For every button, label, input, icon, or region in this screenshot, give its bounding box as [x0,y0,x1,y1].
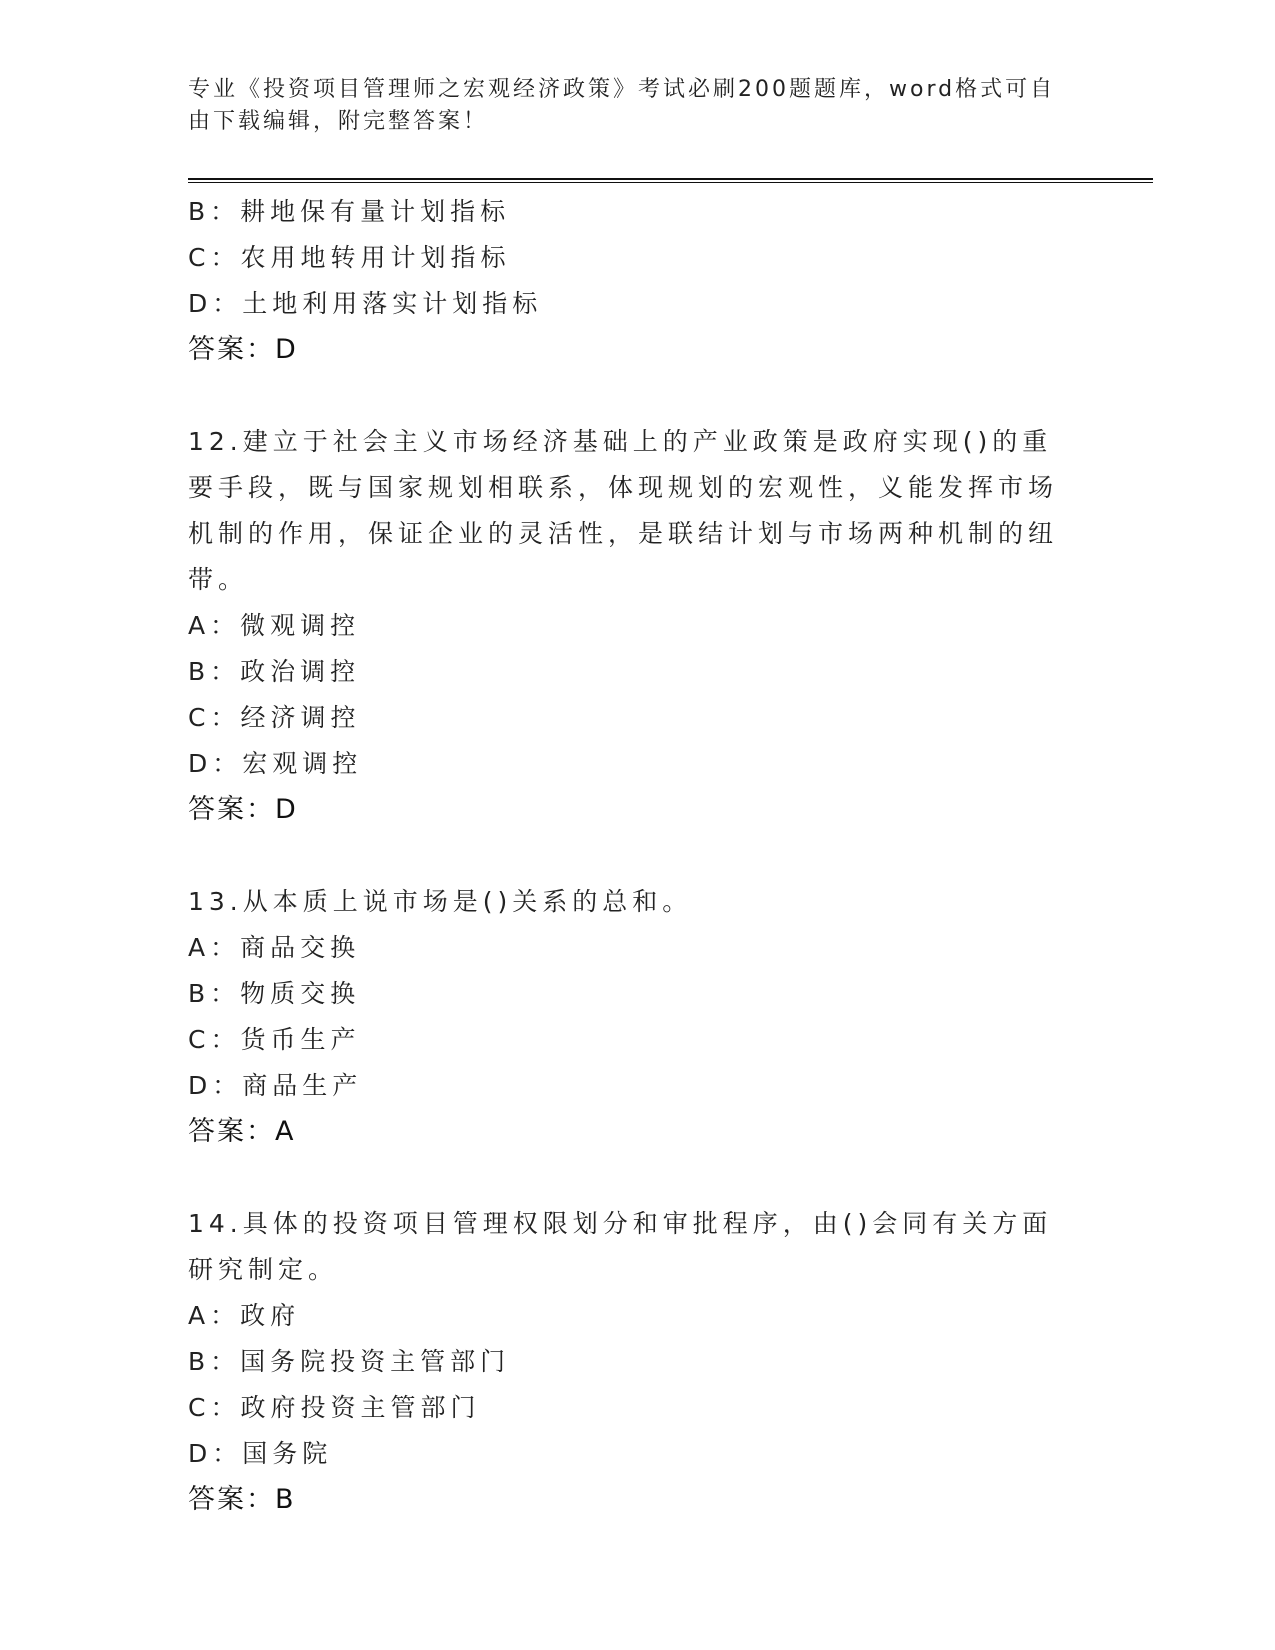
answer-line: 答案：D [188,334,298,365]
spacer [188,833,1088,879]
option-c: C：政府投资主管部门 [188,1393,481,1422]
option-a: A：商品交换 [188,933,361,962]
option-d: D：国务院 [188,1439,333,1468]
spacer [188,373,1088,419]
question-14 [188,1201,1088,1523]
answer-line: 答案：A [188,1116,296,1147]
question-stem: 12.建立于社会主义市场经济基础上的产业政策是政府实现()的重要手段，既与国家规划相联系，体现规划的宏观性，义能发挥市场机制的作用，保证企业的灵活性，是联结计划与市场两种机制的纽带。 [188,427,1059,594]
question-content [188,189,1088,1523]
question-stem: 14.具体的投资项目管理权限划分和审批程序，由()会同有关方面研究制定。 [188,1209,1053,1284]
answer-line: 答案：B [188,1484,296,1515]
question-stem: 13.从本质上说市场是()关系的总和。 [188,887,693,916]
option-c: C：农用地转用计划指标 [188,243,511,272]
question-13 [188,879,1088,1155]
option-d: D：宏观调控 [188,749,363,778]
spacer [188,1155,1088,1201]
carryover-question [188,189,1088,373]
option-c: C：经济调控 [188,703,361,732]
option-a: A：政府 [188,1301,301,1330]
question-12 [188,419,1088,833]
answer-line: 答案：D [188,794,298,825]
document-header: 专业《投资项目管理师之宏观经济政策》考试必刷200题题库，word格式可自由下载编辑，附完整答案！ [188,77,1056,134]
option-b: B：物质交换 [188,979,361,1008]
option-b: B：耕地保有量计划指标 [188,197,511,226]
option-d: D：土地利用落实计划指标 [188,289,543,318]
option-b: B：政治调控 [188,657,361,686]
option-c: C：货币生产 [188,1025,361,1054]
option-a: A：微观调控 [188,611,361,640]
option-d: D：商品生产 [188,1071,363,1100]
option-b: B：国务院投资主管部门 [188,1347,511,1376]
header-divider [188,178,1153,183]
